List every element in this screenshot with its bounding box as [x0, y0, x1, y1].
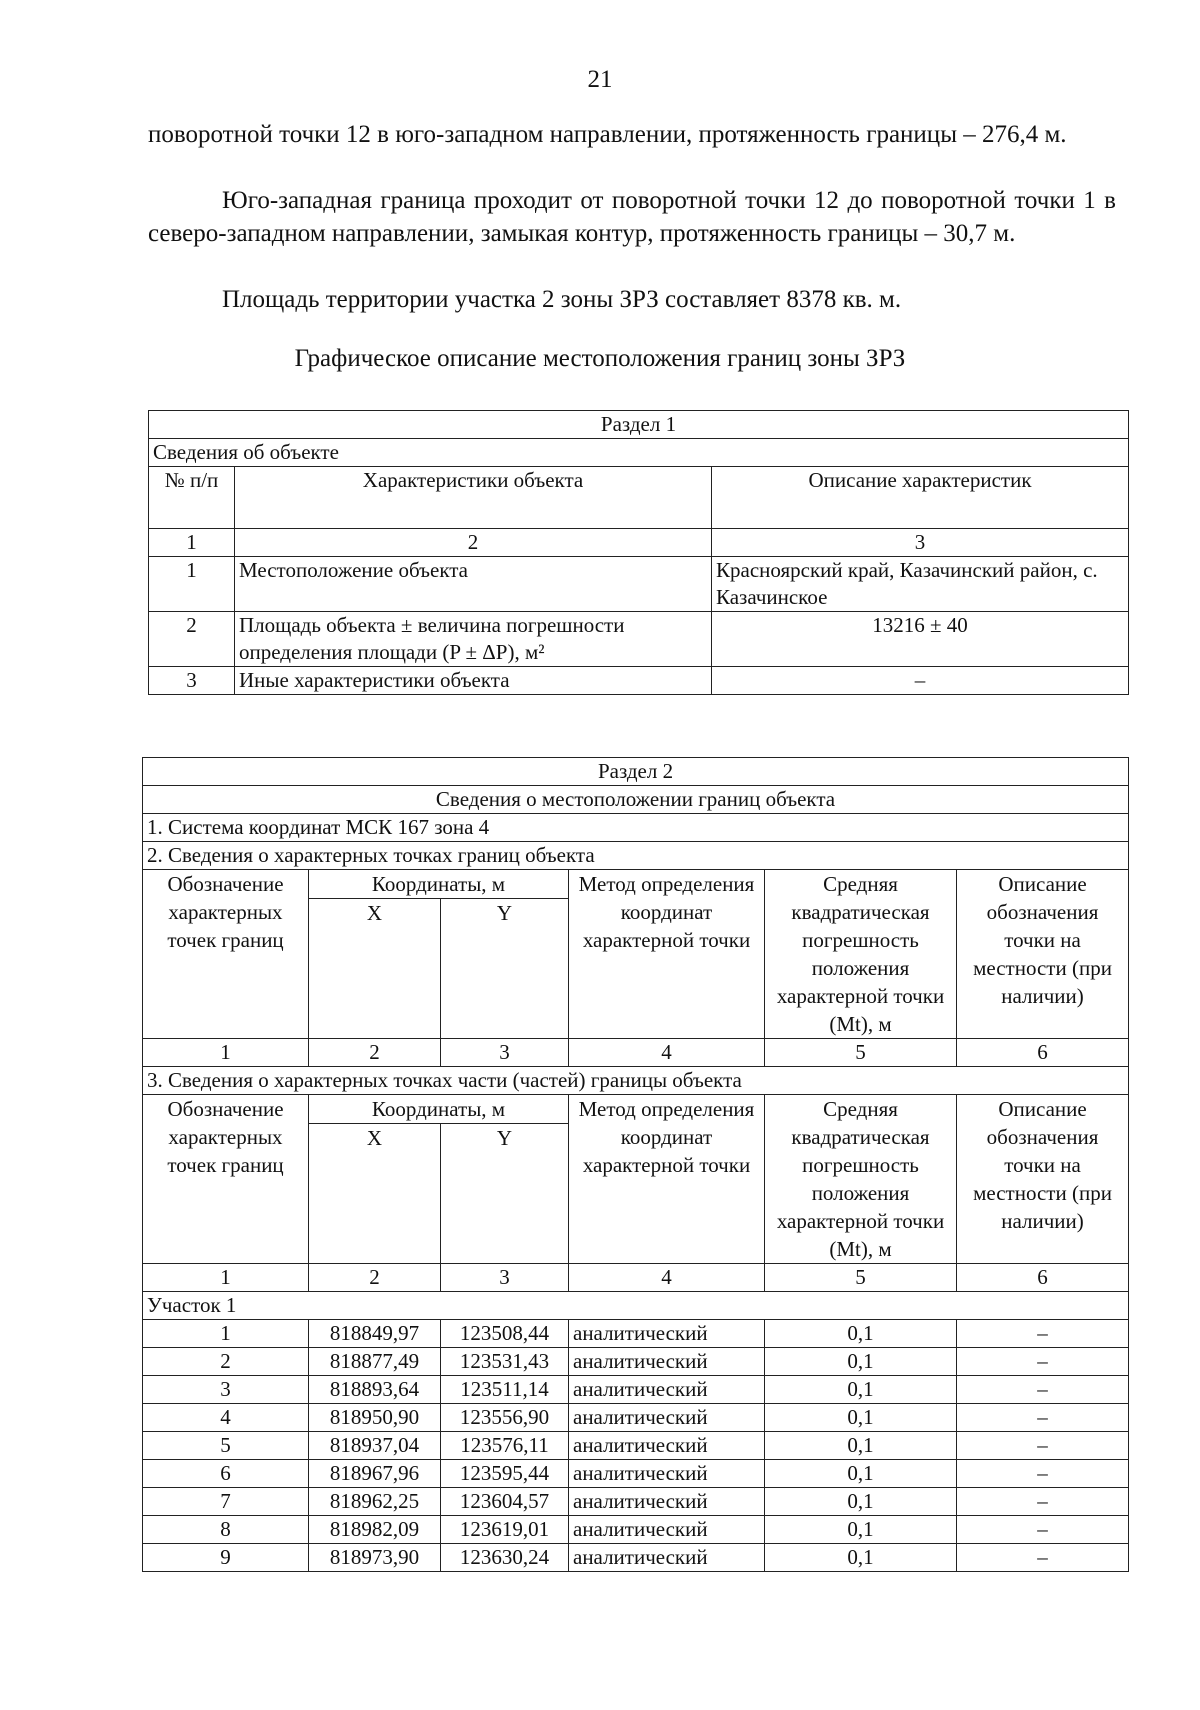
point-description: – — [957, 1432, 1129, 1460]
method: аналитический — [569, 1488, 765, 1516]
part-2-title: 2. Сведения о характерных точках границ объекта — [143, 842, 1129, 870]
paragraph-2: Юго-западная граница проходит от поворотной точки 12 до поворотной точки 1 в северо-западном направлении, замыкая контур, протяженность границы – 30,7 м. — [148, 187, 1116, 247]
table-row — [149, 667, 1129, 695]
coord-y: 123556,90 — [441, 1404, 569, 1432]
method: аналитический — [569, 1348, 765, 1376]
row-number: 2 — [149, 612, 235, 667]
table-row — [143, 1404, 1129, 1432]
section-1-heading: Раздел 1 — [149, 411, 1129, 439]
mean-error: 0,1 — [765, 1376, 957, 1404]
col-number-1: 1 — [143, 1264, 309, 1292]
coord-x: 818950,90 — [309, 1404, 441, 1432]
point-description: – — [957, 1348, 1129, 1376]
point-description: – — [957, 1404, 1129, 1432]
row-name: Иные характеристики объекта — [235, 667, 712, 695]
section-2-table — [142, 757, 1129, 1572]
col-number-5: 5 — [765, 1039, 957, 1067]
point-description: – — [957, 1460, 1129, 1488]
coord-y: 123630,24 — [441, 1544, 569, 1572]
point-number: 8 — [143, 1516, 309, 1544]
point-description: – — [957, 1516, 1129, 1544]
mean-error: 0,1 — [765, 1488, 957, 1516]
row-number: 3 — [149, 667, 235, 695]
header-error: Средняя квадратическая погрешность положения характерной точки (Mt), м — [765, 1095, 957, 1264]
coord-x: 818967,96 — [309, 1460, 441, 1488]
point-description: – — [957, 1320, 1129, 1348]
point-number: 1 — [143, 1320, 309, 1348]
coord-y: 123531,43 — [441, 1348, 569, 1376]
col-number-5: 5 — [765, 1264, 957, 1292]
coord-y: 123508,44 — [441, 1320, 569, 1348]
coord-x: 818937,04 — [309, 1432, 441, 1460]
col-number-3: 3 — [441, 1264, 569, 1292]
col-number-1: 1 — [149, 529, 235, 557]
row-value: – — [712, 667, 1129, 695]
col-number-1: 1 — [143, 1039, 309, 1067]
row-value: Красноярский край, Казачинский район, с. Казачинское — [712, 557, 1129, 612]
coord-x: 818982,09 — [309, 1516, 441, 1544]
col-number-6: 6 — [957, 1039, 1129, 1067]
col-number-3: 3 — [441, 1039, 569, 1067]
method: аналитический — [569, 1516, 765, 1544]
header-method: Метод определения координат характерной точки — [569, 1095, 765, 1264]
table-row — [143, 1460, 1129, 1488]
section-1-table — [148, 410, 1129, 695]
col-header-characteristics: Характеристики объекта — [235, 467, 712, 529]
header-x: X — [309, 1124, 441, 1264]
row-name: Местоположение объекта — [235, 557, 712, 612]
coord-x: 818962,25 — [309, 1488, 441, 1516]
mean-error: 0,1 — [765, 1348, 957, 1376]
points-table-body — [143, 1320, 1129, 1572]
method: аналитический — [569, 1376, 765, 1404]
method: аналитический — [569, 1544, 765, 1572]
header-y: Y — [441, 899, 569, 1039]
table-row — [143, 1488, 1129, 1516]
table-row — [143, 1348, 1129, 1376]
table-row — [143, 1320, 1129, 1348]
point-number: 6 — [143, 1460, 309, 1488]
paragraph-3: Площадь территории участка 2 зоны ЗРЗ составляет 8378 кв. м. — [222, 286, 902, 313]
section-2-subheading: Сведения о местоположении границ объекта — [143, 786, 1129, 814]
header-x: X — [309, 899, 441, 1039]
table-row — [143, 1544, 1129, 1572]
col-number-3: 3 — [712, 529, 1129, 557]
table-row — [143, 1516, 1129, 1544]
document-title: Графическое описание местоположения границ зоны ЗРЗ — [294, 345, 906, 372]
col-number-4: 4 — [569, 1264, 765, 1292]
point-number: 9 — [143, 1544, 309, 1572]
coord-x: 818973,90 — [309, 1544, 441, 1572]
point-number: 7 — [143, 1488, 309, 1516]
method: аналитический — [569, 1432, 765, 1460]
section-2-heading: Раздел 2 — [143, 758, 1129, 786]
col-number-6: 6 — [957, 1264, 1129, 1292]
method: аналитический — [569, 1460, 765, 1488]
mean-error: 0,1 — [765, 1460, 957, 1488]
point-description: – — [957, 1488, 1129, 1516]
mean-error: 0,1 — [765, 1516, 957, 1544]
coord-system: 1. Система координат МСК 167 зона 4 — [143, 814, 1129, 842]
header-y: Y — [441, 1124, 569, 1264]
coord-y: 123511,14 — [441, 1376, 569, 1404]
table-row — [143, 1376, 1129, 1404]
point-number: 4 — [143, 1404, 309, 1432]
table-row — [143, 1432, 1129, 1460]
coord-x: 818877,49 — [309, 1348, 441, 1376]
table-row — [149, 612, 1129, 667]
part-3-title: 3. Сведения о характерных точках части (частей) границы объекта — [143, 1067, 1129, 1095]
col-number-2: 2 — [235, 529, 712, 557]
header-point-label: Обозначение характерных точек границ — [143, 1095, 309, 1264]
header-method: Метод определения координат характерной точки — [569, 870, 765, 1039]
section-1-subheading: Сведения об объекте — [149, 439, 1129, 467]
header-error: Средняя квадратическая погрешность положения характерной точки (Mt), м — [765, 870, 957, 1039]
row-name: Площадь объекта ± величина погрешности определения площади (P ± ΔP), м² — [235, 612, 712, 667]
header-coords: Координаты, м — [309, 1095, 569, 1124]
col-header-description: Описание характеристик — [712, 467, 1129, 529]
point-number: 5 — [143, 1432, 309, 1460]
coord-y: 123604,57 — [441, 1488, 569, 1516]
coord-y: 123576,11 — [441, 1432, 569, 1460]
coord-x: 818893,64 — [309, 1376, 441, 1404]
coord-y: 123619,01 — [441, 1516, 569, 1544]
row-number: 1 — [149, 557, 235, 612]
row-value: 13216 ± 40 — [712, 612, 1129, 667]
header-description: Описание обозначения точки на местности (при наличии) — [957, 1095, 1129, 1264]
mean-error: 0,1 — [765, 1544, 957, 1572]
mean-error: 0,1 — [765, 1320, 957, 1348]
header-coords: Координаты, м — [309, 870, 569, 899]
col-number-2: 2 — [309, 1264, 441, 1292]
coord-y: 123595,44 — [441, 1460, 569, 1488]
coord-x: 818849,97 — [309, 1320, 441, 1348]
paragraph-1: поворотной точки 12 в юго-западном направлении, протяженность границы – 276,4 м. — [148, 121, 1067, 148]
point-description: – — [957, 1544, 1129, 1572]
point-description: – — [957, 1376, 1129, 1404]
mean-error: 0,1 — [765, 1404, 957, 1432]
table-row — [149, 557, 1129, 612]
plot-label: Участок 1 — [143, 1292, 1129, 1320]
header-point-label: Обозначение характерных точек границ — [143, 870, 309, 1039]
page-number: 21 — [587, 66, 613, 93]
col-number-4: 4 — [569, 1039, 765, 1067]
header-description: Описание обозначения точки на местности (при наличии) — [957, 870, 1129, 1039]
method: аналитический — [569, 1404, 765, 1432]
col-header-number: № п/п — [149, 467, 235, 529]
method: аналитический — [569, 1320, 765, 1348]
point-number: 2 — [143, 1348, 309, 1376]
point-number: 3 — [143, 1376, 309, 1404]
mean-error: 0,1 — [765, 1432, 957, 1460]
col-number-2: 2 — [309, 1039, 441, 1067]
